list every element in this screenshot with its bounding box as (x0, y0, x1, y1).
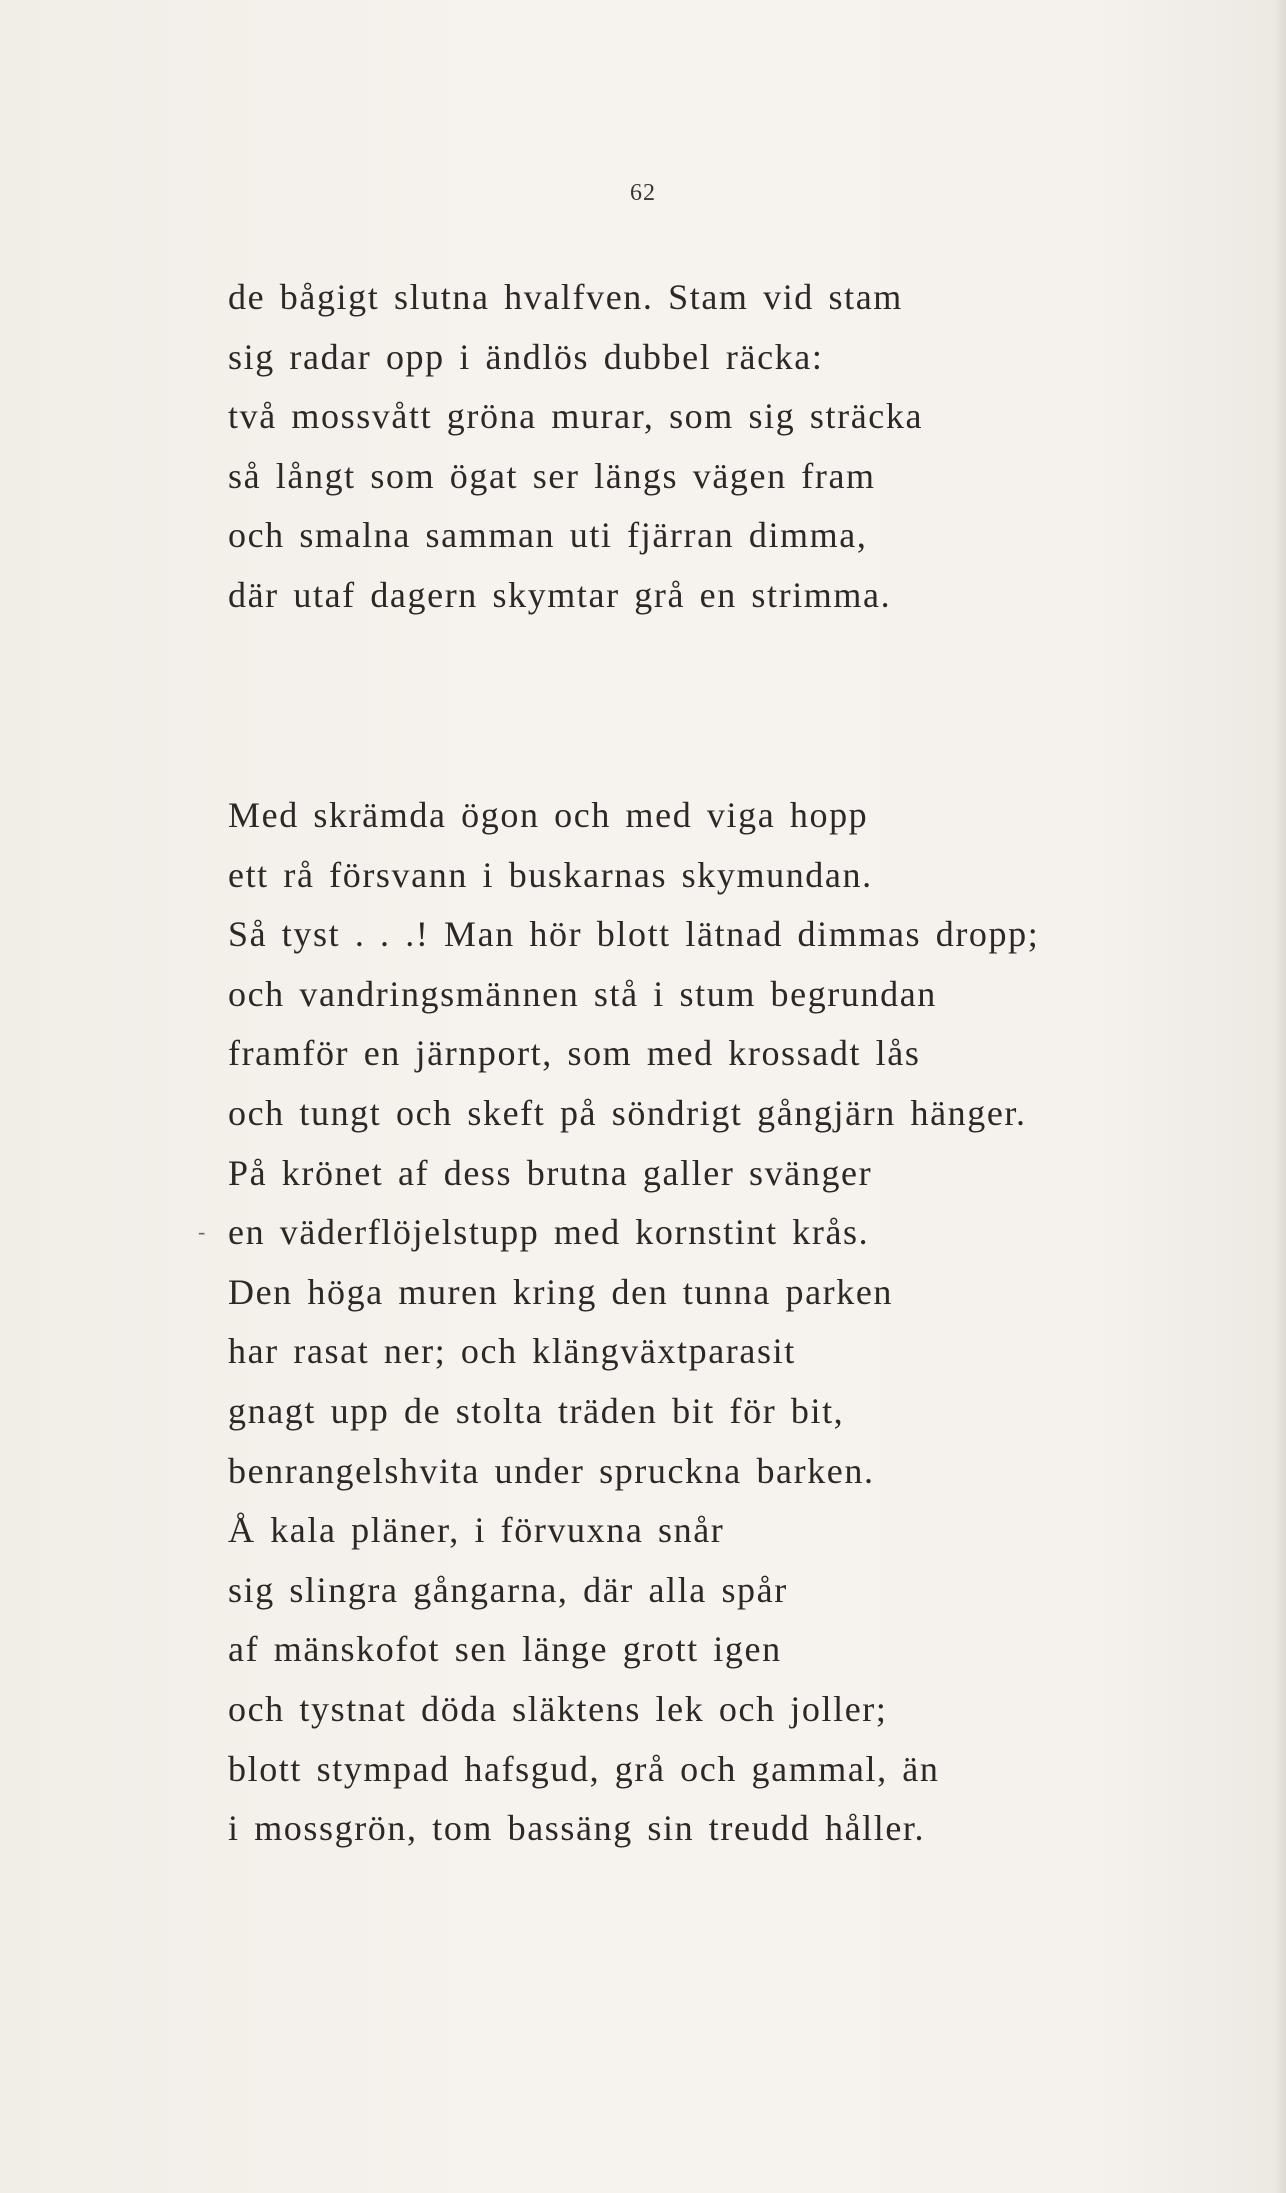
poem-line: Med skrämda ögon och med viga hopp (228, 795, 869, 835)
margin-mark: - (198, 1219, 206, 1244)
poem-line: två mossvått gröna murar, som sig sträcka (228, 396, 924, 437)
poem-line: gnagt upp de stolta träden bit för bit, (228, 1390, 845, 1431)
poem-line: af mänskofot sen länge grott igen (228, 1629, 782, 1670)
poem-line: de bågigt slutna hvalfven. Stam vid stam (228, 277, 903, 317)
poem-line: och vandringsmännen stå i stum begrundan (228, 973, 937, 1014)
poem-line: har rasat ner; och klängväxtparasit (228, 1331, 796, 1372)
poem-line: framför en järnport, som med krossadt lås (228, 1033, 921, 1074)
poem-line: benrangelshvita under spruckna barken. (228, 1450, 875, 1491)
poem-line: Å kala pläner, i förvuxna snår (228, 1510, 725, 1551)
page-number: 62 (630, 180, 656, 206)
poem-line: Så tyst . . .! Man hör blott lätnad dimmas dropp; (228, 914, 1040, 955)
poem-line: och smalna samman uti fjärran dimma, (228, 515, 868, 556)
poem-line: i mossgrön, tom bassäng sin treudd håller. (228, 1808, 926, 1849)
page-edge (1276, 0, 1286, 2193)
poem-line: så långt som ögat ser längs vägen fram (228, 455, 876, 496)
poem-line: Den höga muren kring den tunna parken (228, 1271, 894, 1312)
poem-line: och tystnat döda släktens lek och joller; (228, 1688, 888, 1729)
stanza-1 (228, 268, 923, 626)
poem-line: där utaf dagern skymtar grå en strimma. (228, 574, 892, 615)
stanza-2 (228, 786, 1039, 1859)
poem-line: ett rå försvann i buskarnas skymundan. (228, 854, 873, 895)
poem-line: På krönet af dess brutna galler svänger (228, 1152, 873, 1193)
poem-line: sig slingra gångarna, där alla spår (228, 1569, 788, 1610)
poem-line: en väderflöjelstupp med kornstint krås. (228, 1212, 870, 1253)
poem-line: blott stympad hafsgud, grå och gammal, än (228, 1748, 940, 1789)
poem-line: och tungt och skeft på söndrigt gångjärn hänger. (228, 1092, 1027, 1133)
poem-line: sig radar opp i ändlös dubbel räcka: (228, 336, 824, 377)
